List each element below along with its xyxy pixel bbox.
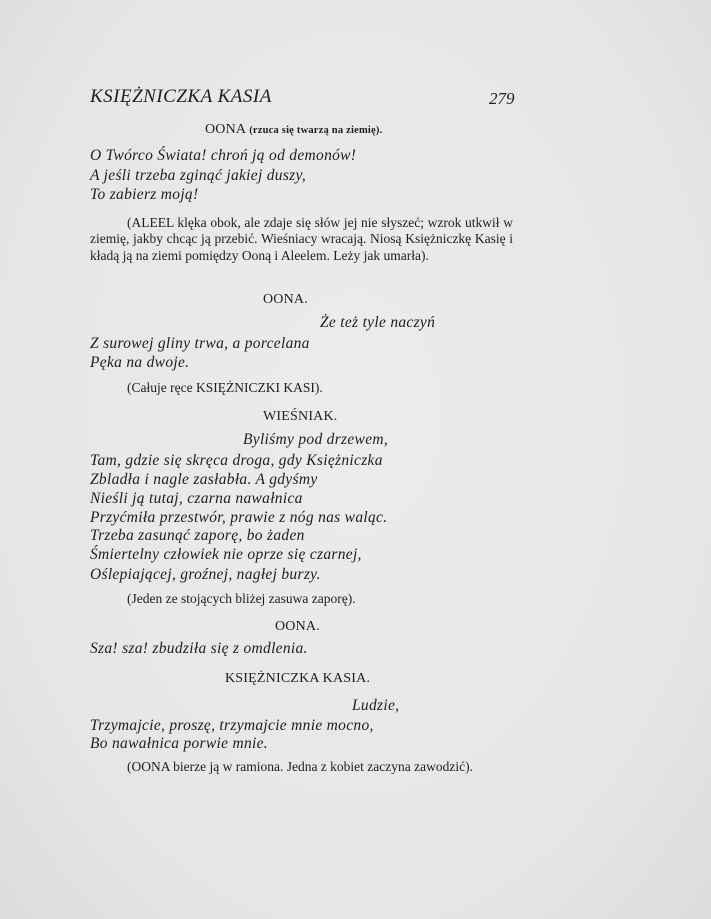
verse-line: Trzeba zasunąć zaporę, bo żaden: [90, 527, 305, 544]
verse-line: Bo nawałnica porwie mnie.: [90, 735, 268, 752]
speaker-direction: (rzuca się twarzą na ziemię).: [249, 125, 383, 136]
verse-line: Byliśmy pod drzewem,: [243, 431, 389, 448]
speaker-name: OONA.: [263, 292, 308, 307]
verse-line: Oślepiającej, groźnej, nagłej burzy.: [90, 566, 321, 583]
speaker-name: OONA: [205, 122, 246, 137]
verse-line: Pęka na dwoje.: [90, 354, 190, 371]
stage-direction: (Całuje ręce KSIĘŻNICZKI KASI).: [127, 380, 323, 395]
verse-line: A jeśli trzeba zginąć jakiej duszy,: [90, 167, 307, 184]
verse-line: Zbladła i nagle zasłabła. A gdyśmy: [90, 471, 318, 488]
verse-line: Z surowej gliny trwa, a porcelana: [90, 335, 310, 352]
speaker-name: OONA.: [275, 619, 320, 634]
verse-line: Trzymajcie, proszę, trzymajcie mnie mocno,: [90, 717, 374, 734]
speaker-heading: [205, 123, 382, 137]
speaker-name: WIEŚNIAK.: [263, 409, 338, 424]
page-number: 279: [489, 89, 515, 108]
verse-line: To zabierz moją!: [90, 186, 199, 203]
speaker-name: KSIĘŻNICZKA KASIA.: [225, 671, 371, 686]
verse-line: Przyćmiła przestwór, prawie z nóg nas waląc.: [90, 509, 388, 526]
verse-line: O Twórco Świata! chroń ją od demonów!: [90, 147, 357, 164]
stage-direction: (OONA bierze ją w ramiona. Jedna z kobiet zaczyna zawodzić).: [127, 759, 473, 774]
verse-line: Że też tyle naczyń: [320, 314, 436, 331]
verse-line: Tam, gdzie się skręca droga, gdy Księżniczka: [90, 452, 383, 469]
stage-direction: (Jeden ze stojących bliżej zasuwa zaporę).: [127, 591, 356, 606]
verse-line: Ludzie,: [352, 697, 400, 714]
running-title: KSIĘŻNICZKA KASIA: [90, 86, 272, 107]
verse-line: Śmiertelny człowiek nie oprze się czarnej,: [90, 546, 362, 563]
stage-direction: (ALEEL klęka obok, ale zdaje się słów jej nie słyszeć; wzrok utkwił w ziemię, jakby chcąc ją przebić. Wieśniacy wracają. Niosą Księżniczkę Kasię i kładą ją na ziemi pomiędzy Ooną i Aleelem. Leży jak umarła).: [90, 215, 513, 263]
verse-line: Nieśli ją tutaj, czarna nawałnica: [90, 490, 303, 507]
verse-line: Sza! sza! zbudziła się z omdlenia.: [90, 640, 308, 657]
